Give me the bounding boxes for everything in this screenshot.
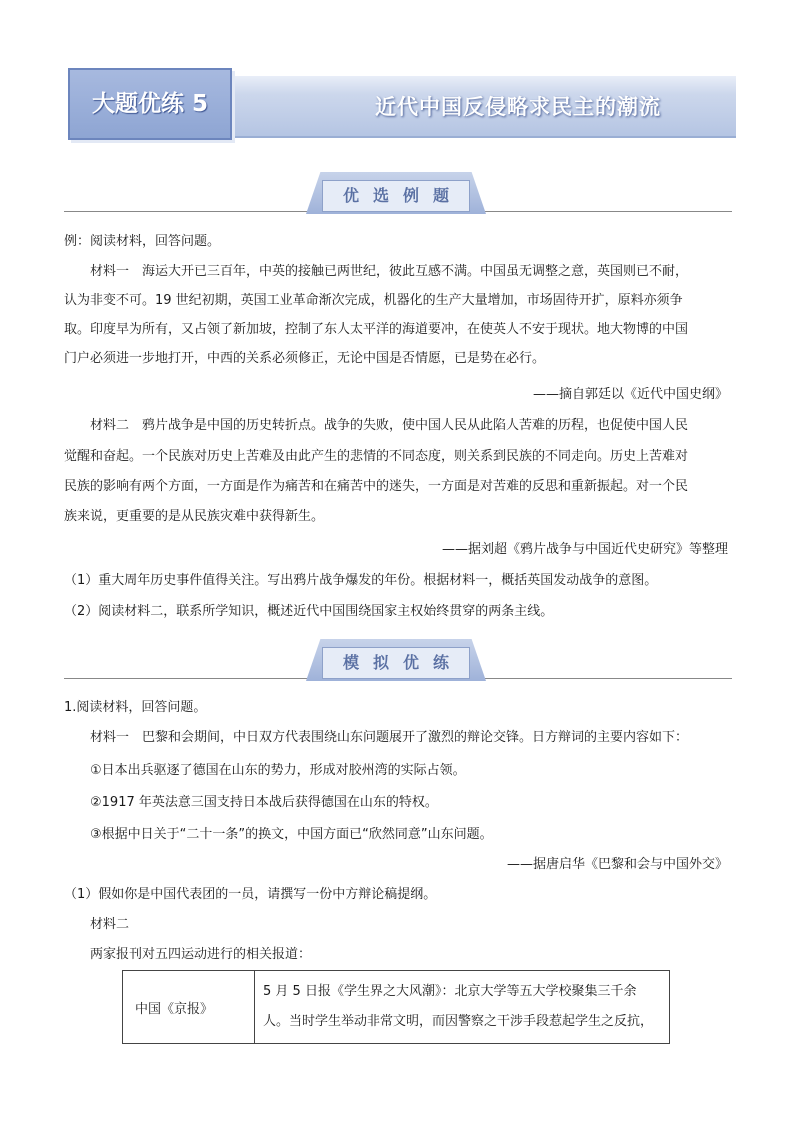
table-cell-line: 5 月 5 日报《学生界之大风潮》：北京大学等五大学校聚集三千余 xyxy=(263,984,637,999)
list-item: ③根据中日关于“二十一条”的换文，中国方面已“欣然同意”山东问题。 xyxy=(90,827,493,842)
question: （1）重大周年历史事件值得关注。写出鸦片战争爆发的年份。根据材料一，概括英国发动战争的意图。 xyxy=(64,573,658,588)
list-item: ①日本出兵驱逐了德国在山东的势力，形成对胶州湾的实际占领。 xyxy=(90,763,466,778)
table-cell-source: 中国《京报》 xyxy=(123,971,255,1044)
example-intro: 例：阅读材料，回答问题。 xyxy=(64,234,221,249)
source-citation: ——摘自郭廷以《近代中国史纲》 xyxy=(532,387,728,402)
table-cell-content xyxy=(255,971,670,1044)
report-table xyxy=(122,970,670,1044)
text-line: 材料二 xyxy=(90,917,130,932)
header-label: 大题优练 5 xyxy=(91,91,208,117)
table-cell-line: 人。当时学生举动非常文明，而因警察之干涉手段惹起学生之反抗， xyxy=(263,1014,654,1029)
text-line: 民族的影响有两个方面，一方面是作为痛苦和在痛苦中的迷失，一方面是对苦难的反思和重新振起。对一个民 xyxy=(64,479,689,494)
page-title: 近代中国反侵略求民主的潮流 xyxy=(375,95,661,119)
text-line: 认为非变不可。19 世纪初期，英国工业革命渐次完成，机器化的生产大量增加，市场固待开扩，原料亦须争 xyxy=(64,293,683,308)
section-heading: 优选例题 xyxy=(322,180,470,212)
section-heading: 模拟优练 xyxy=(322,647,470,679)
source-citation: ——据刘超《鸦片战争与中国近代史研究》等整理 xyxy=(441,542,728,557)
source-citation: ——据唐启华《巴黎和会与中国外交》 xyxy=(506,857,728,872)
text-line: 取。印度早为所有，又占领了新加坡，控制了东人太平洋的海道要冲，在使英人不安于现状。地大物博的中国 xyxy=(64,322,689,337)
exercise-intro: 1.阅读材料，回答问题。 xyxy=(64,700,207,715)
text-line: 材料一 海运大开已三百年，中英的接触已两世纪，彼此互感不满。中国虽无调整之意，英国则已不耐， xyxy=(90,264,689,279)
text-line: 材料二 鸦片战争是中国的历史转折点。战争的失败，使中国人民从此陷人苦难的历程，也促使中国人民 xyxy=(90,418,689,433)
question: （2）阅读材料二，联系所学知识，概述近代中国围绕国家主权始终贯穿的两条主线。 xyxy=(64,604,554,619)
question: （1）假如你是中国代表团的一员，请撰写一份中方辩论稿提纲。 xyxy=(64,887,437,902)
text-line: 族来说，更重要的是从民族灾难中获得新生。 xyxy=(64,509,325,524)
text-line: 觉醒和奋起。一个民族对历史上苦难及由此产生的悲情的不同态度，则关系到民族的不同走向。历史上苦难对 xyxy=(64,449,689,464)
list-item: ②1917 年英法意三国支持日本战后获得德国在山东的特权。 xyxy=(90,795,438,810)
text-line: 门户必须进一步地打开，中西的关系必须修正，无论中国是否情愿，已是势在必行。 xyxy=(64,351,546,366)
table-row xyxy=(123,971,670,1044)
text-line: 两家报刊对五四运动进行的相关报道： xyxy=(90,947,312,962)
text-line: 材料一 巴黎和会期间，中日双方代表围绕山东问题展开了激烈的辩论交锋。日方辩词的主要内容如下： xyxy=(90,730,689,745)
